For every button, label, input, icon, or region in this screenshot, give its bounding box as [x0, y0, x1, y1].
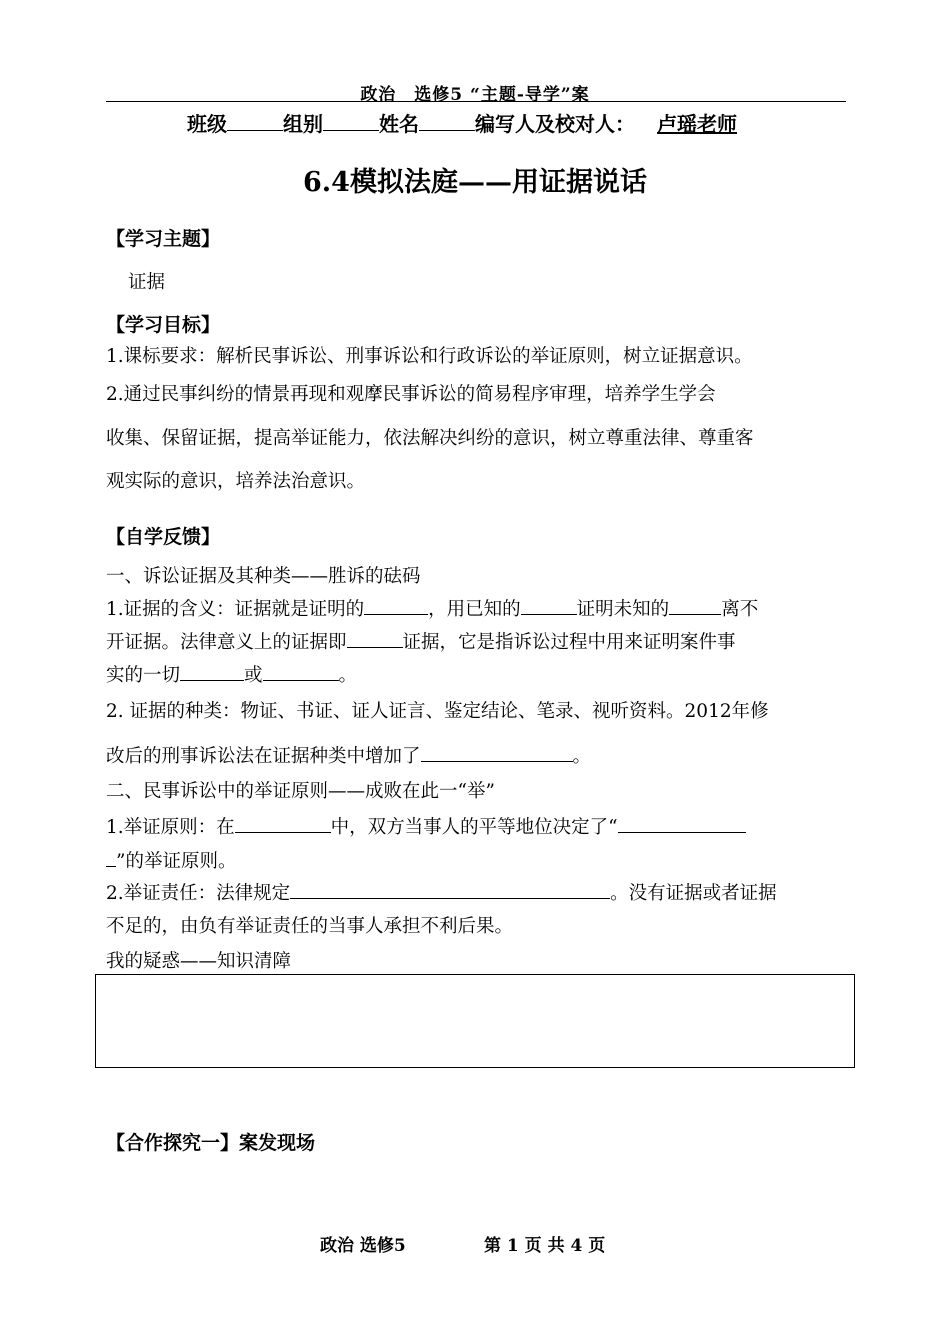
- q1-line-3: 实的一切 或 。: [106, 665, 358, 686]
- doubts-box[interactable]: [95, 974, 855, 1068]
- footer-page-info: 第 1 页 共 4 页: [484, 1236, 606, 1256]
- q2-blank-1[interactable]: [421, 744, 573, 762]
- q4-blank-1[interactable]: [290, 881, 610, 899]
- q2-line-2: 改后的刑事诉讼法在证据种类中增加了 。: [106, 746, 592, 767]
- explore-heading: 【合作探究一】案发现场: [106, 1132, 316, 1154]
- theme-heading: 【学习主题】: [106, 228, 221, 250]
- doc-title: 6.4模拟法庭——用证据说话: [303, 167, 647, 198]
- goal-line-2: 2.通过民事纠纷的情景再现和观摩民事诉讼的简易程序审理，培养学生学会: [106, 384, 716, 405]
- header-title: 政治 选修5 “主题-导学”案: [360, 85, 590, 105]
- theme-content: 证据: [128, 272, 166, 293]
- editor-label: 编写人及校对人：: [475, 112, 635, 136]
- q1-line-2: 开证据。法律意义上的证据即 证据，它是指诉讼过程中用来证明案件事: [106, 632, 736, 653]
- q4-line-2: 不足的，由负有举证责任的当事人承担不利后果。: [106, 916, 514, 937]
- q2-line-1: 2. 证据的种类：物证、书证、证人证言、鉴定结论、笔录、视听资料。2012年修: [106, 701, 769, 722]
- doubts-label: 我的疑惑——知识清障: [106, 951, 292, 972]
- self-study-heading: 【自学反馈】: [106, 526, 221, 548]
- part2-title: 二、民事诉讼中的举证原则——成败在此一“举”: [106, 781, 495, 802]
- q1-blank-5[interactable]: [180, 663, 244, 681]
- footer-left: 政治 选修5: [320, 1236, 406, 1256]
- q1-line-1: 1.证据的含义：证据就是证明的 ，用已知的 证明未知的 离不: [106, 599, 759, 620]
- q3-line-1: 1.举证原则：在 中，双方当事人的平等地位决定了“: [106, 813, 746, 839]
- q4-line-1: 2.举证责任：法律规定 。没有证据或者证据: [106, 883, 777, 904]
- q1-blank-3[interactable]: [669, 597, 721, 615]
- goals-heading: 【学习目标】: [106, 314, 221, 336]
- q3-blank-2-cont[interactable]: [106, 849, 116, 867]
- class-blank[interactable]: [227, 110, 283, 131]
- teacher-name: 卢瑶老师: [657, 112, 737, 136]
- q1-blank-6[interactable]: [263, 663, 339, 681]
- q3-line-2: ”的举证原则。: [106, 847, 236, 873]
- part1-title: 一、诉讼证据及其种类——胜诉的砝码: [106, 566, 421, 587]
- group-label: 组别: [283, 112, 323, 136]
- goal-line-1: 1.课标要求：解析民事诉讼、刑事诉讼和行政诉讼的举证原则，树立证据意识。: [106, 346, 753, 367]
- header-info: [187, 108, 737, 137]
- name-blank[interactable]: [419, 110, 475, 131]
- name-label: 姓名: [379, 112, 419, 136]
- q3-blank-2[interactable]: [618, 815, 746, 833]
- goal-line-3: 收集、保留证据，提高举证能力，依法解决纠纷的意识，树立尊重法律、尊重客: [106, 428, 754, 449]
- group-blank[interactable]: [323, 110, 379, 131]
- class-label: 班级: [187, 112, 227, 136]
- q1-blank-2[interactable]: [521, 597, 577, 615]
- header-rule: [106, 101, 846, 102]
- goal-line-4: 观实际的意识，培养法治意识。: [106, 471, 366, 492]
- q1-blank-1[interactable]: [364, 597, 428, 615]
- q1-blank-4[interactable]: [347, 630, 403, 648]
- q3-blank-1[interactable]: [235, 815, 331, 833]
